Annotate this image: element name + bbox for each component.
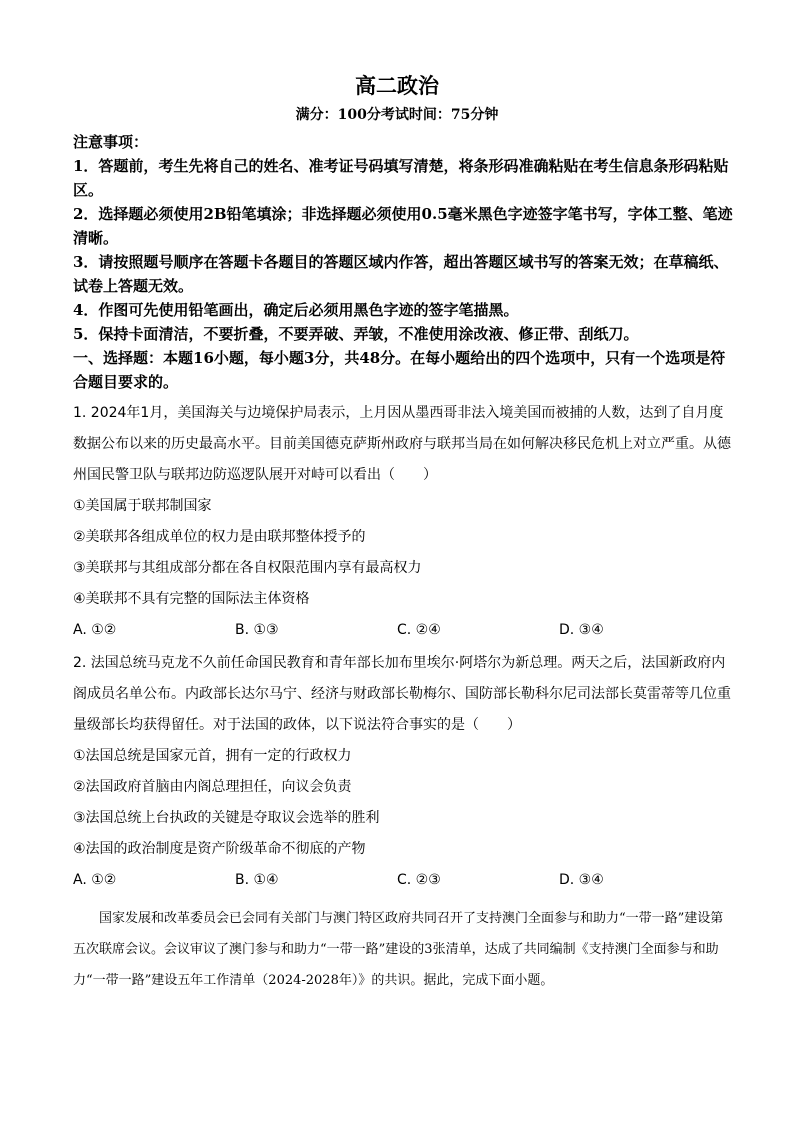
question-1	[73, 398, 733, 646]
instruction-item: 5．保持卡面清洁，不要折叠，不要弄破、弄皱，不准使用涂改液、修正带、刮纸刀。	[73, 325, 639, 343]
instruction-item: 1．答题前，考生先将自己的姓名、准考证号码填写清楚，将条形码准确粘贴在考生信息条形码粘贴区。	[73, 157, 729, 199]
page-title: 高二政治	[355, 73, 439, 98]
instructions	[73, 130, 733, 394]
instruction-item: 2．选择题必须使用2B铅笔填涂；非选择题必须使用0.5毫米黑色字迹签字笔书写，字体工整、笔迹清晰。	[73, 205, 733, 247]
statement: ②法国政府首脑由内阁总理担任，向议会负责	[73, 779, 352, 795]
option-a: A. ①②	[73, 872, 117, 888]
statement: ②美联邦各组成单位的权力是由联邦整体授予的	[73, 529, 366, 545]
option-d: D. ③④	[559, 622, 604, 638]
question-2	[73, 648, 733, 896]
option-c: C. ②③	[397, 872, 441, 888]
statement: ③法国总统上台执政的关键是夺取议会选举的胜利	[73, 810, 380, 826]
statement: ③美联邦与其组成部分都在各自权限范围内享有最高权力	[73, 560, 422, 576]
option-b: B. ①④	[235, 872, 279, 888]
question-stem: 2. 法国总统马克龙不久前任命国民教育和青年部长加布里埃尔·阿塔尔为新总理。两天之后，法国新政府内阁成员名单公布。内政部长达尔马宁、经济与财政部长勒梅尔、国防部长勒科尔尼司法部长莫雷蒂等几位重量级部长均获得留任。对于法国的政体，以下说法符合事实的是（ ）	[73, 655, 731, 733]
instruction-item: 3．请按照题号顺序在答题卡各题目的答题区域内作答，超出答题区域书写的答案无效；在草稿纸、试卷上答题无效。	[73, 253, 729, 295]
option-d: D. ③④	[559, 872, 604, 888]
section-heading: 一、选择题：本题16小题，每小题3分，共48分。在每小题给出的四个选项中，只有一个选项是符合题目要求的。	[73, 349, 726, 391]
statement: ④美联邦不具有完整的国际法主体资格	[73, 591, 310, 607]
instructions-heading: 注意事项：	[73, 133, 149, 151]
answer-options	[73, 615, 733, 646]
statement: ④法国的政治制度是资产阶级革命不彻底的产物	[73, 841, 366, 857]
option-a: A. ①②	[73, 622, 117, 638]
statement: ①美国属于联邦制国家	[73, 498, 212, 514]
instruction-item: 4．作图可先使用铅笔画出，确定后必须用黑色字迹的签字笔描黑。	[73, 301, 519, 319]
reading-passage	[73, 903, 733, 996]
statement: ①法国总统是国家元首，拥有一定的行政权力	[73, 748, 352, 764]
answer-options	[73, 865, 733, 896]
question-stem: 1. 2024年1月，美国海关与边境保护局表示，上月因从墨西哥非法入境美国而被捕的人数，达到了自月度数据公布以来的历史最高水平。目前美国德克萨斯州政府与联邦当局在如何解决移民危机上对立严重。从德州国民警卫队与联邦边防巡逻队展开对峙可以看出（ ）	[73, 405, 731, 483]
passage-text: 国家发展和改革委员会已会同有关部门与澳门特区政府共同召开了支持澳门全面参与和助力“一带一路”建设第五次联席会议。会议审议了澳门参与和助力“一带一路”建设的3张清单，达成了共同编制《支持澳门全面参与和助力“一带一路”建设五年工作清单（2024-2028年）》的共识。据此，完成下面小题。	[73, 911, 724, 988]
option-c: C. ②④	[397, 622, 441, 638]
option-b: B. ①③	[235, 622, 279, 638]
exam-info: 满分：100分考试时间：75分钟	[295, 107, 499, 123]
